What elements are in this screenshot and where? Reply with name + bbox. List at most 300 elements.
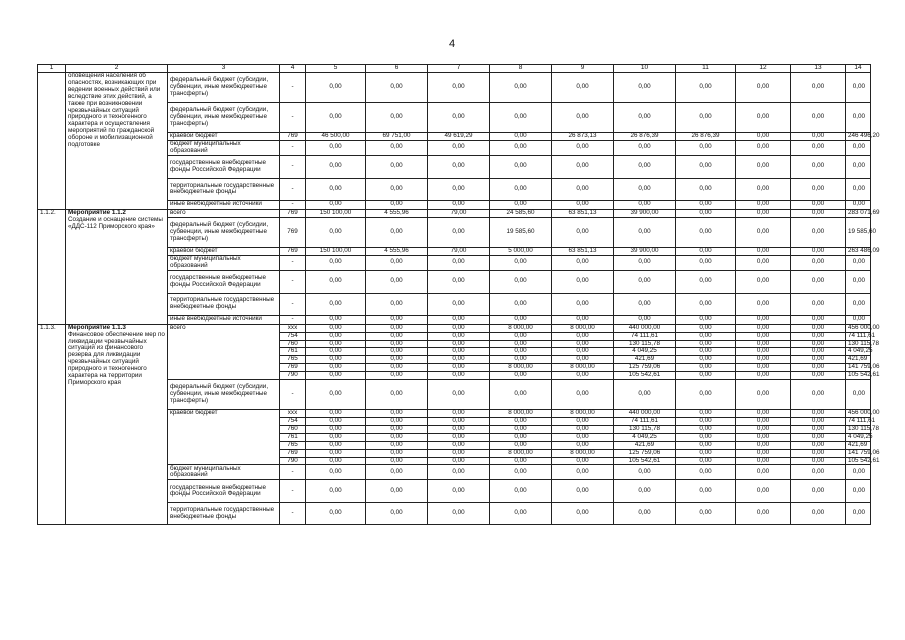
amount-cell: 0,00 xyxy=(614,293,676,315)
amount-cell: 19 585,60 xyxy=(846,217,871,247)
amount-cell: 0,00 xyxy=(736,178,791,200)
item-number: 1.1.2. xyxy=(38,209,66,324)
funding-source: федеральный бюджет (субсидии, субвенции, иные межбюджетные трансферты) xyxy=(168,73,280,103)
amount-cell: 0,00 xyxy=(490,480,552,503)
amount-cell: 0,00 xyxy=(428,364,490,372)
amount-cell: 440 000,00 xyxy=(614,324,676,332)
amount-cell: 0,00 xyxy=(552,155,614,178)
amount-cell: 4 049,25 xyxy=(614,348,676,356)
amount-cell: 0,00 xyxy=(306,324,366,332)
amount-cell: 0,00 xyxy=(428,73,490,103)
amount-cell: 74 111,61 xyxy=(614,417,676,425)
amount-cell: 0,00 xyxy=(552,315,614,324)
amount-cell: 0,00 xyxy=(676,372,736,380)
amount-cell: 0,00 xyxy=(846,178,871,200)
amount-cell: 0,00 xyxy=(552,441,614,449)
amount-cell: 0,00 xyxy=(736,270,791,293)
amount-cell: 0,00 xyxy=(552,270,614,293)
amount-cell: 0,00 xyxy=(490,340,552,348)
amount-cell: 0,00 xyxy=(366,217,428,247)
amount-cell: 79,00 xyxy=(428,247,490,255)
budget-code: - xyxy=(280,200,306,209)
amount-cell: 8 000,00 xyxy=(490,449,552,457)
amount-cell: 19 585,60 xyxy=(490,217,552,247)
amount-cell: 0,00 xyxy=(791,480,846,503)
budget-code: 769 xyxy=(280,247,306,255)
amount-cell: 49 619,29 xyxy=(428,133,490,141)
amount-cell: 4 049,25 xyxy=(846,348,871,356)
amount-cell: 0,00 xyxy=(306,270,366,293)
amount-cell: 421,69 xyxy=(614,441,676,449)
amount-cell: 0,00 xyxy=(791,200,846,209)
amount-cell: 0,00 xyxy=(306,425,366,433)
amount-cell: 0,00 xyxy=(736,103,791,133)
amount-cell: 0,00 xyxy=(366,155,428,178)
column-number: 14 xyxy=(846,65,871,73)
amount-cell: 0,00 xyxy=(614,480,676,503)
amount-cell: 0,00 xyxy=(676,270,736,293)
amount-cell: 0,00 xyxy=(306,356,366,364)
column-number: 7 xyxy=(428,65,490,73)
amount-cell: 0,00 xyxy=(791,465,846,480)
budget-code: - xyxy=(280,480,306,503)
amount-cell: 4 555,96 xyxy=(366,247,428,255)
amount-cell: 0,00 xyxy=(306,380,366,410)
amount-cell: 0,00 xyxy=(791,457,846,465)
amount-cell: 0,00 xyxy=(366,73,428,103)
amount-cell: 0,00 xyxy=(791,332,846,340)
amount-cell: 0,00 xyxy=(736,73,791,103)
amount-cell: 0,00 xyxy=(614,380,676,410)
amount-cell: 0,00 xyxy=(791,270,846,293)
amount-cell: 0,00 xyxy=(306,103,366,133)
amount-cell: 0,00 xyxy=(490,133,552,141)
amount-cell: 0,00 xyxy=(366,332,428,340)
amount-cell: 141 759,06 xyxy=(846,364,871,372)
amount-cell: 4 555,96 xyxy=(366,209,428,217)
amount-cell: 0,00 xyxy=(736,457,791,465)
amount-cell: 0,00 xyxy=(846,155,871,178)
amount-cell: 0,00 xyxy=(614,140,676,155)
amount-cell: 0,00 xyxy=(614,270,676,293)
amount-cell: 0,00 xyxy=(736,217,791,247)
amount-cell: 0,00 xyxy=(676,255,736,270)
amount-cell: 0,00 xyxy=(428,140,490,155)
amount-cell: 0,00 xyxy=(676,178,736,200)
amount-cell: 0,00 xyxy=(490,140,552,155)
amount-cell: 0,00 xyxy=(791,340,846,348)
amount-cell: 0,00 xyxy=(614,315,676,324)
amount-cell: 0,00 xyxy=(490,425,552,433)
amount-cell: 0,00 xyxy=(552,103,614,133)
amount-cell: 0,00 xyxy=(366,103,428,133)
amount-cell: 0,00 xyxy=(736,140,791,155)
amount-cell: 421,69 xyxy=(614,356,676,364)
amount-cell: 0,00 xyxy=(736,441,791,449)
amount-cell: 0,00 xyxy=(791,380,846,410)
amount-cell: 0,00 xyxy=(366,425,428,433)
amount-cell: 0,00 xyxy=(552,465,614,480)
amount-cell: 105 542,61 xyxy=(614,457,676,465)
funding-source: иные внебюджетные источники xyxy=(168,200,280,209)
item-description: оповещения населения об опасностях, возникающих при ведении военных действий или вследствие этих действий, а также при возникновении чрезвычайных ситуаций природного и техногенного характера и осуществления мероприятий по гражданской обороне и мобилизационной подготовке xyxy=(66,73,168,210)
amount-cell: 0,00 xyxy=(736,503,791,525)
amount-cell: 0,00 xyxy=(676,356,736,364)
amount-cell: 0,00 xyxy=(552,73,614,103)
amount-cell: 0,00 xyxy=(366,380,428,410)
amount-cell: 0,00 xyxy=(736,433,791,441)
amount-cell: 0,00 xyxy=(306,217,366,247)
amount-cell: 0,00 xyxy=(736,348,791,356)
amount-cell: 0,00 xyxy=(736,209,791,217)
table-body xyxy=(38,64,880,525)
budget-code: 790 xyxy=(280,457,306,465)
amount-cell: 0,00 xyxy=(552,425,614,433)
amount-cell: 0,00 xyxy=(736,255,791,270)
amount-cell: 0,00 xyxy=(736,324,791,332)
amount-cell: 0,00 xyxy=(490,155,552,178)
amount-cell: 0,00 xyxy=(676,209,736,217)
amount-cell: 130 115,78 xyxy=(614,340,676,348)
amount-cell: 0,00 xyxy=(552,380,614,410)
funding-source: краевой бюджет xyxy=(168,133,280,141)
amount-cell: 150 100,00 xyxy=(306,247,366,255)
amount-cell: 0,00 xyxy=(846,140,871,155)
amount-cell: 0,00 xyxy=(676,503,736,525)
amount-cell: 0,00 xyxy=(552,372,614,380)
column-number: 5 xyxy=(306,65,366,73)
amount-cell: 0,00 xyxy=(552,356,614,364)
amount-cell: 0,00 xyxy=(791,425,846,433)
amount-cell: 0,00 xyxy=(846,103,871,133)
amount-cell: 0,00 xyxy=(791,364,846,372)
amount-cell: 0,00 xyxy=(306,480,366,503)
amount-cell: 0,00 xyxy=(791,155,846,178)
amount-cell: 0,00 xyxy=(306,465,366,480)
budget-code: - xyxy=(280,293,306,315)
funding-source: бюджет муниципальных образований xyxy=(168,255,280,270)
budget-code: 765 xyxy=(280,441,306,449)
amount-cell: 0,00 xyxy=(306,155,366,178)
funding-source: государственные внебюджетные фонды Российской Федерации xyxy=(168,480,280,503)
amount-cell: 0,00 xyxy=(676,315,736,324)
amount-cell: 0,00 xyxy=(791,348,846,356)
amount-cell: 0,00 xyxy=(614,255,676,270)
amount-cell: 0,00 xyxy=(676,140,736,155)
funding-source: федеральный бюджет (субсидии, субвенции, иные межбюджетные трансферты) xyxy=(168,217,280,247)
amount-cell: 0,00 xyxy=(306,73,366,103)
amount-cell: 0,00 xyxy=(490,293,552,315)
amount-cell: 125 759,06 xyxy=(614,449,676,457)
amount-cell: 0,00 xyxy=(428,480,490,503)
item-description xyxy=(66,324,168,525)
amount-cell: 0,00 xyxy=(552,480,614,503)
amount-cell: 0,00 xyxy=(366,348,428,356)
amount-cell: 0,00 xyxy=(366,457,428,465)
amount-cell: 0,00 xyxy=(428,332,490,340)
amount-cell: 46 500,00 xyxy=(306,133,366,141)
budget-code: 765 xyxy=(280,356,306,364)
amount-cell: 0,00 xyxy=(306,255,366,270)
amount-cell: 0,00 xyxy=(366,315,428,324)
amount-cell: 0,00 xyxy=(552,433,614,441)
amount-cell: 0,00 xyxy=(791,140,846,155)
amount-cell: 0,00 xyxy=(736,332,791,340)
amount-cell: 456 000,00 xyxy=(846,410,871,418)
budget-code: - xyxy=(280,103,306,133)
budget-code: - xyxy=(280,140,306,155)
amount-cell: 0,00 xyxy=(306,200,366,209)
amount-cell: 0,00 xyxy=(791,103,846,133)
column-number-row xyxy=(38,65,871,73)
amount-cell: 0,00 xyxy=(428,441,490,449)
amount-cell: 0,00 xyxy=(306,449,366,457)
amount-cell: 0,00 xyxy=(736,417,791,425)
amount-cell: 263 486,09 xyxy=(846,247,871,255)
amount-cell: 0,00 xyxy=(676,293,736,315)
amount-cell: 0,00 xyxy=(306,140,366,155)
amount-cell: 0,00 xyxy=(306,315,366,324)
amount-cell: 0,00 xyxy=(736,449,791,457)
table-row xyxy=(38,324,871,332)
amount-cell: 0,00 xyxy=(428,255,490,270)
amount-cell: 0,00 xyxy=(428,425,490,433)
amount-cell: 0,00 xyxy=(846,315,871,324)
amount-cell: 0,00 xyxy=(736,480,791,503)
funding-source: территориальные государственные внебюджетные фонды xyxy=(168,503,280,525)
table-row xyxy=(38,73,871,103)
amount-cell: 0,00 xyxy=(428,348,490,356)
amount-cell: 0,00 xyxy=(552,332,614,340)
amount-cell: 0,00 xyxy=(428,457,490,465)
budget-code: - xyxy=(280,270,306,293)
table-row xyxy=(38,209,871,217)
budget-code: - xyxy=(280,255,306,270)
amount-cell: 0,00 xyxy=(736,465,791,480)
amount-cell: 0,00 xyxy=(791,247,846,255)
amount-cell: 0,00 xyxy=(366,364,428,372)
budget-code: 760 xyxy=(280,340,306,348)
amount-cell: 0,00 xyxy=(791,449,846,457)
amount-cell: 0,00 xyxy=(552,457,614,465)
amount-cell: 0,00 xyxy=(791,178,846,200)
amount-cell: 0,00 xyxy=(614,103,676,133)
amount-cell: 0,00 xyxy=(366,417,428,425)
amount-cell: 0,00 xyxy=(306,293,366,315)
amount-cell: 0,00 xyxy=(791,293,846,315)
amount-cell: 0,00 xyxy=(490,457,552,465)
amount-cell: 0,00 xyxy=(791,441,846,449)
amount-cell: 0,00 xyxy=(791,255,846,270)
amount-cell: 0,00 xyxy=(490,200,552,209)
funding-source: федеральный бюджет (субсидии, субвенции, иные межбюджетные трансферты) xyxy=(168,103,280,133)
funding-source: краевой бюджет xyxy=(168,247,280,255)
amount-cell: 0,00 xyxy=(428,340,490,348)
amount-cell: 0,00 xyxy=(490,380,552,410)
amount-cell: 0,00 xyxy=(490,503,552,525)
budget-code: - xyxy=(280,315,306,324)
amount-cell: 0,00 xyxy=(614,73,676,103)
funding-source: иные внебюджетные источники xyxy=(168,315,280,324)
funding-source: федеральный бюджет (субсидии, субвенции, иные межбюджетные трансферты) xyxy=(168,380,280,410)
amount-cell: 0,00 xyxy=(676,247,736,255)
amount-cell: 26 876,39 xyxy=(676,133,736,141)
amount-cell: 8 000,00 xyxy=(552,364,614,372)
column-number: 10 xyxy=(614,65,676,73)
amount-cell: 0,00 xyxy=(428,178,490,200)
amount-cell: 0,00 xyxy=(552,255,614,270)
amount-cell: 456 000,00 xyxy=(846,324,871,332)
column-number: 8 xyxy=(490,65,552,73)
amount-cell: 0,00 xyxy=(676,73,736,103)
budget-code: 769 xyxy=(280,209,306,217)
amount-cell: 0,00 xyxy=(366,465,428,480)
amount-cell: 421,69 xyxy=(846,441,871,449)
measure-description: Финансовое обеспечение мер по ликвидации чрезвычайных ситуаций из финансового резерва для ликвидации чрезвычайных ситуаций природного и техногенного характера на территории Приморского края xyxy=(68,330,165,386)
amount-cell: 0,00 xyxy=(736,380,791,410)
amount-cell: 0,00 xyxy=(490,441,552,449)
amount-cell: 8 000,00 xyxy=(490,324,552,332)
amount-cell: 0,00 xyxy=(676,480,736,503)
amount-cell: 0,00 xyxy=(846,503,871,525)
amount-cell: 0,00 xyxy=(490,417,552,425)
amount-cell: 0,00 xyxy=(366,178,428,200)
amount-cell: 0,00 xyxy=(791,133,846,141)
amount-cell: 0,00 xyxy=(490,270,552,293)
amount-cell: 0,00 xyxy=(366,140,428,155)
budget-code: 761 xyxy=(280,433,306,441)
amount-cell: 0,00 xyxy=(791,73,846,103)
amount-cell: 0,00 xyxy=(428,410,490,418)
amount-cell: 0,00 xyxy=(676,441,736,449)
amount-cell: 0,00 xyxy=(846,200,871,209)
amount-cell: 0,00 xyxy=(428,380,490,410)
amount-cell: 26 873,13 xyxy=(552,133,614,141)
amount-cell: 0,00 xyxy=(552,340,614,348)
amount-cell: 0,00 xyxy=(614,217,676,247)
amount-cell: 0,00 xyxy=(552,178,614,200)
amount-cell: 0,00 xyxy=(306,332,366,340)
amount-cell: 8 000,00 xyxy=(552,410,614,418)
amount-cell: 0,00 xyxy=(676,324,736,332)
amount-cell: 0,00 xyxy=(736,155,791,178)
budget-code: 754 xyxy=(280,417,306,425)
amount-cell: 0,00 xyxy=(428,356,490,364)
amount-cell: 0,00 xyxy=(490,315,552,324)
column-number: 2 xyxy=(66,65,168,73)
amount-cell: 0,00 xyxy=(791,433,846,441)
amount-cell: 0,00 xyxy=(552,200,614,209)
amount-cell: 0,00 xyxy=(736,364,791,372)
amount-cell: 0,00 xyxy=(552,348,614,356)
column-number: 9 xyxy=(552,65,614,73)
amount-cell: 0,00 xyxy=(552,417,614,425)
amount-cell: 0,00 xyxy=(676,457,736,465)
amount-cell: 0,00 xyxy=(366,340,428,348)
amount-cell: 74 111,61 xyxy=(846,417,871,425)
column-number: 4 xyxy=(280,65,306,73)
amount-cell: 0,00 xyxy=(428,293,490,315)
amount-cell: 0,00 xyxy=(791,217,846,247)
amount-cell: 0,00 xyxy=(306,441,366,449)
amount-cell: 0,00 xyxy=(306,417,366,425)
budget-code: - xyxy=(280,178,306,200)
amount-cell: 0,00 xyxy=(791,209,846,217)
amount-cell: 0,00 xyxy=(490,372,552,380)
amount-cell: 26 876,39 xyxy=(614,133,676,141)
budget-table xyxy=(37,64,880,525)
amount-cell: 130 115,78 xyxy=(846,340,871,348)
amount-cell: 0,00 xyxy=(490,178,552,200)
amount-cell: 0,00 xyxy=(676,103,736,133)
budget-code: - xyxy=(280,380,306,410)
column-number: 3 xyxy=(168,65,280,73)
amount-cell: 0,00 xyxy=(490,103,552,133)
amount-cell: 0,00 xyxy=(676,380,736,410)
amount-cell: 4 049,25 xyxy=(846,433,871,441)
budget-code: 769 xyxy=(280,217,306,247)
amount-cell: 0,00 xyxy=(490,348,552,356)
funding-source: всего xyxy=(168,209,280,217)
budget-code: - xyxy=(280,155,306,178)
item-number: 1.1.3. xyxy=(38,324,66,525)
amount-cell: 0,00 xyxy=(366,410,428,418)
amount-cell: 0,00 xyxy=(366,324,428,332)
amount-cell: 0,00 xyxy=(676,449,736,457)
amount-cell: 0,00 xyxy=(736,200,791,209)
amount-cell: 0,00 xyxy=(306,340,366,348)
amount-cell: 4 049,25 xyxy=(614,433,676,441)
measure-description: Создание и оснащение системы «ДДС-112 Приморского края» xyxy=(68,215,163,230)
amount-cell: 69 751,00 xyxy=(366,133,428,141)
amount-cell: 0,00 xyxy=(428,465,490,480)
amount-cell: 0,00 xyxy=(366,441,428,449)
amount-cell: 0,00 xyxy=(614,465,676,480)
amount-cell: 0,00 xyxy=(736,315,791,324)
budget-code: 790 xyxy=(280,372,306,380)
budget-code: - xyxy=(280,73,306,103)
column-number: 12 xyxy=(736,65,791,73)
item-description xyxy=(66,209,168,324)
amount-cell: 0,00 xyxy=(490,255,552,270)
amount-cell: 0,00 xyxy=(552,140,614,155)
column-number: 1 xyxy=(38,65,66,73)
amount-cell: 0,00 xyxy=(736,247,791,255)
amount-cell: 63 851,13 xyxy=(552,247,614,255)
amount-cell: 24 585,60 xyxy=(490,209,552,217)
amount-cell: 0,00 xyxy=(366,449,428,457)
amount-cell: 0,00 xyxy=(846,73,871,103)
amount-cell: 39 900,00 xyxy=(614,247,676,255)
amount-cell: 0,00 xyxy=(306,410,366,418)
amount-cell: 8 000,00 xyxy=(552,324,614,332)
amount-cell: 0,00 xyxy=(428,155,490,178)
amount-cell: 0,00 xyxy=(791,503,846,525)
amount-cell: 0,00 xyxy=(490,73,552,103)
amount-cell: 0,00 xyxy=(846,255,871,270)
amount-cell: 39 900,00 xyxy=(614,209,676,217)
amount-cell: 0,00 xyxy=(676,155,736,178)
amount-cell: 0,00 xyxy=(791,356,846,364)
budget-code: - xyxy=(280,465,306,480)
amount-cell: 0,00 xyxy=(428,200,490,209)
amount-cell: 0,00 xyxy=(306,372,366,380)
amount-cell: 283 071,69 xyxy=(846,209,871,217)
amount-cell: 0,00 xyxy=(614,503,676,525)
amount-cell: 0,00 xyxy=(791,324,846,332)
amount-cell: 0,00 xyxy=(366,293,428,315)
amount-cell: 0,00 xyxy=(366,255,428,270)
